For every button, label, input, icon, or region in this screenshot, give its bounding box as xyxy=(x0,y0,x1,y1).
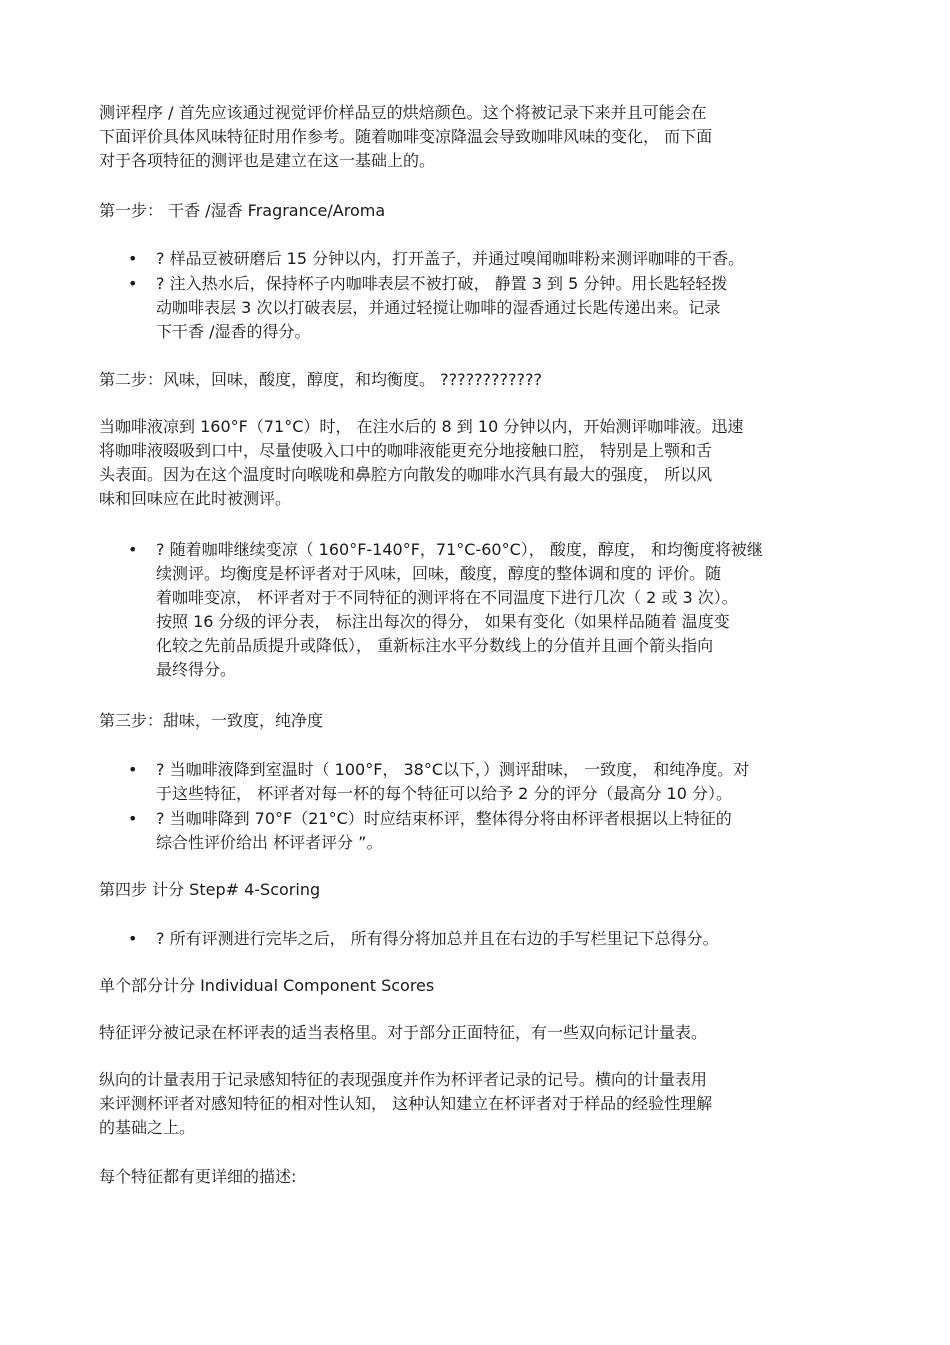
bullet-icon: • xyxy=(128,929,138,948)
text-line: 综合性评价给出 杯评者评分 ”。 xyxy=(156,833,383,852)
heading-text: 第三步：甜味，一致度，纯净度 xyxy=(99,711,324,730)
text-line: ? 样品豆被研磨后 15 分钟以内，打开盖子，并通过嗅闻咖啡粉来测评咖啡的干香。 xyxy=(156,249,745,268)
text-line: 按照 16 分级的评分表， 标注出每次的得分， 如果有变化（如果样品随着 温度变 xyxy=(156,612,730,631)
bullet-icon: • xyxy=(128,540,138,559)
step2-paragraph xyxy=(99,415,859,511)
text-line: 下面评价具体风味特征时用作参考。随着咖啡变凉降温会导致咖啡风味的变化， 而下面 xyxy=(99,127,713,146)
text-line: 头表面。因为在这个温度时向喉咙和鼻腔方向散发的咖啡水汽具有最大的强度， 所以风 xyxy=(99,465,713,484)
step1-heading xyxy=(99,199,859,223)
heading-text: 单个部分计分 Individual Component Scores xyxy=(99,976,435,995)
text-line: 动咖啡表层 3 次以打破表层，并通过轻搅让咖啡的湿香通过长匙传递出来。记录 xyxy=(156,298,721,317)
individual-paragraph-3 xyxy=(99,1165,859,1189)
step4-heading xyxy=(99,878,859,902)
heading-text: 第四步 计分 Step# 4-Scoring xyxy=(99,880,321,899)
text-line: 每个特征都有更详细的描述: xyxy=(99,1167,297,1186)
bullet-icon: • xyxy=(128,809,138,828)
intro-paragraph xyxy=(99,101,859,173)
text-line: 续测评。均衡度是杯评者对于风味，回味，酸度，醇度的整体调和度的 评价。随 xyxy=(156,564,722,583)
text-line: 纵向的计量表用于记录感知特征的表现强度并作为杯评者记录的记号。横向的计量表用 xyxy=(99,1070,708,1089)
text-line: 将咖啡液啜吸到口中，尽量使吸入口中的咖啡液能更充分地接触口腔， 特别是上颚和舌 xyxy=(99,441,713,460)
step3-heading xyxy=(99,709,859,733)
text-line: 测评程序 / 首先应该通过视觉评价样品豆的烘焙颜色。这个将被记录下来并且可能会在 xyxy=(99,103,707,122)
text-line: ? 注入热水后，保持杯子内咖啡表层不被打破， 静置 3 到 5 分钟。用长匙轻轻拨 xyxy=(156,274,728,293)
bullet-icon: • xyxy=(128,274,138,293)
text-line: 来评测杯评者对感知特征的相对性认知， 这种认知建立在杯评者对于样品的经验性理解 xyxy=(99,1094,713,1113)
text-line: 当咖啡液凉到 160°F（71°C）时， 在注水后的 8 到 10 分钟以内，开始测评咖啡液。迅速 xyxy=(99,417,744,436)
text-line: 化较之先前品质提升或降低）， 重新标注水平分数线上的分值并且画个箭头指向 xyxy=(156,636,714,655)
individual-heading xyxy=(99,974,859,998)
text-line: ? 随着咖啡继续变凉（ 160°F-140°F，71°C-60°C）， 酸度，醇度， 和均衡度将被继 xyxy=(156,540,763,559)
text-line: 味和回味应在此时被测评。 xyxy=(99,489,292,508)
heading-text: 第一步： 干香 /湿香 Fragrance/Aroma xyxy=(99,201,386,220)
text-line: ? 当咖啡液降到室温时（ 100°F， 38°C以下，）测评甜味， 一致度， 和纯净度。对 xyxy=(156,760,750,779)
text-line: 特征评分被记录在杯评表的适当表格里。对于部分正面特征，有一些双向标记计量表。 xyxy=(99,1023,708,1042)
text-line: 最终得分。 xyxy=(156,660,237,679)
text-line: ? 所有评测进行完毕之后， 所有得分将加总并且在右边的手写栏里记下总得分。 xyxy=(156,929,719,948)
bullet-icon: • xyxy=(128,249,138,268)
step2-heading xyxy=(99,368,859,392)
heading-text: 第二步：风味，回味，酸度，醇度，和均衡度。 ???????????? xyxy=(99,370,542,389)
text-line: 的基础之上。 xyxy=(99,1118,196,1137)
bullet-icon: • xyxy=(128,760,138,779)
text-line: ? 当咖啡降到 70°F（21°C）时应结束杯评，整体得分将由杯评者根据以上特征的 xyxy=(156,809,732,828)
text-line: 着咖啡变凉， 杯评者对于不同特征的测评将在不同温度下进行几次（ 2 或 3 次）。 xyxy=(156,588,738,607)
individual-paragraph-2 xyxy=(99,1068,859,1140)
text-line: 对于各项特征的测评也是建立在这一基础上的。 xyxy=(99,151,436,170)
individual-paragraph-1 xyxy=(99,1021,859,1045)
text-line: 于这些特征， 杯评者对每一杯的每个特征可以给予 2 分的评分（最高分 10 分）。 xyxy=(156,784,732,803)
text-line: 下干香 /湿香的得分。 xyxy=(156,322,311,341)
